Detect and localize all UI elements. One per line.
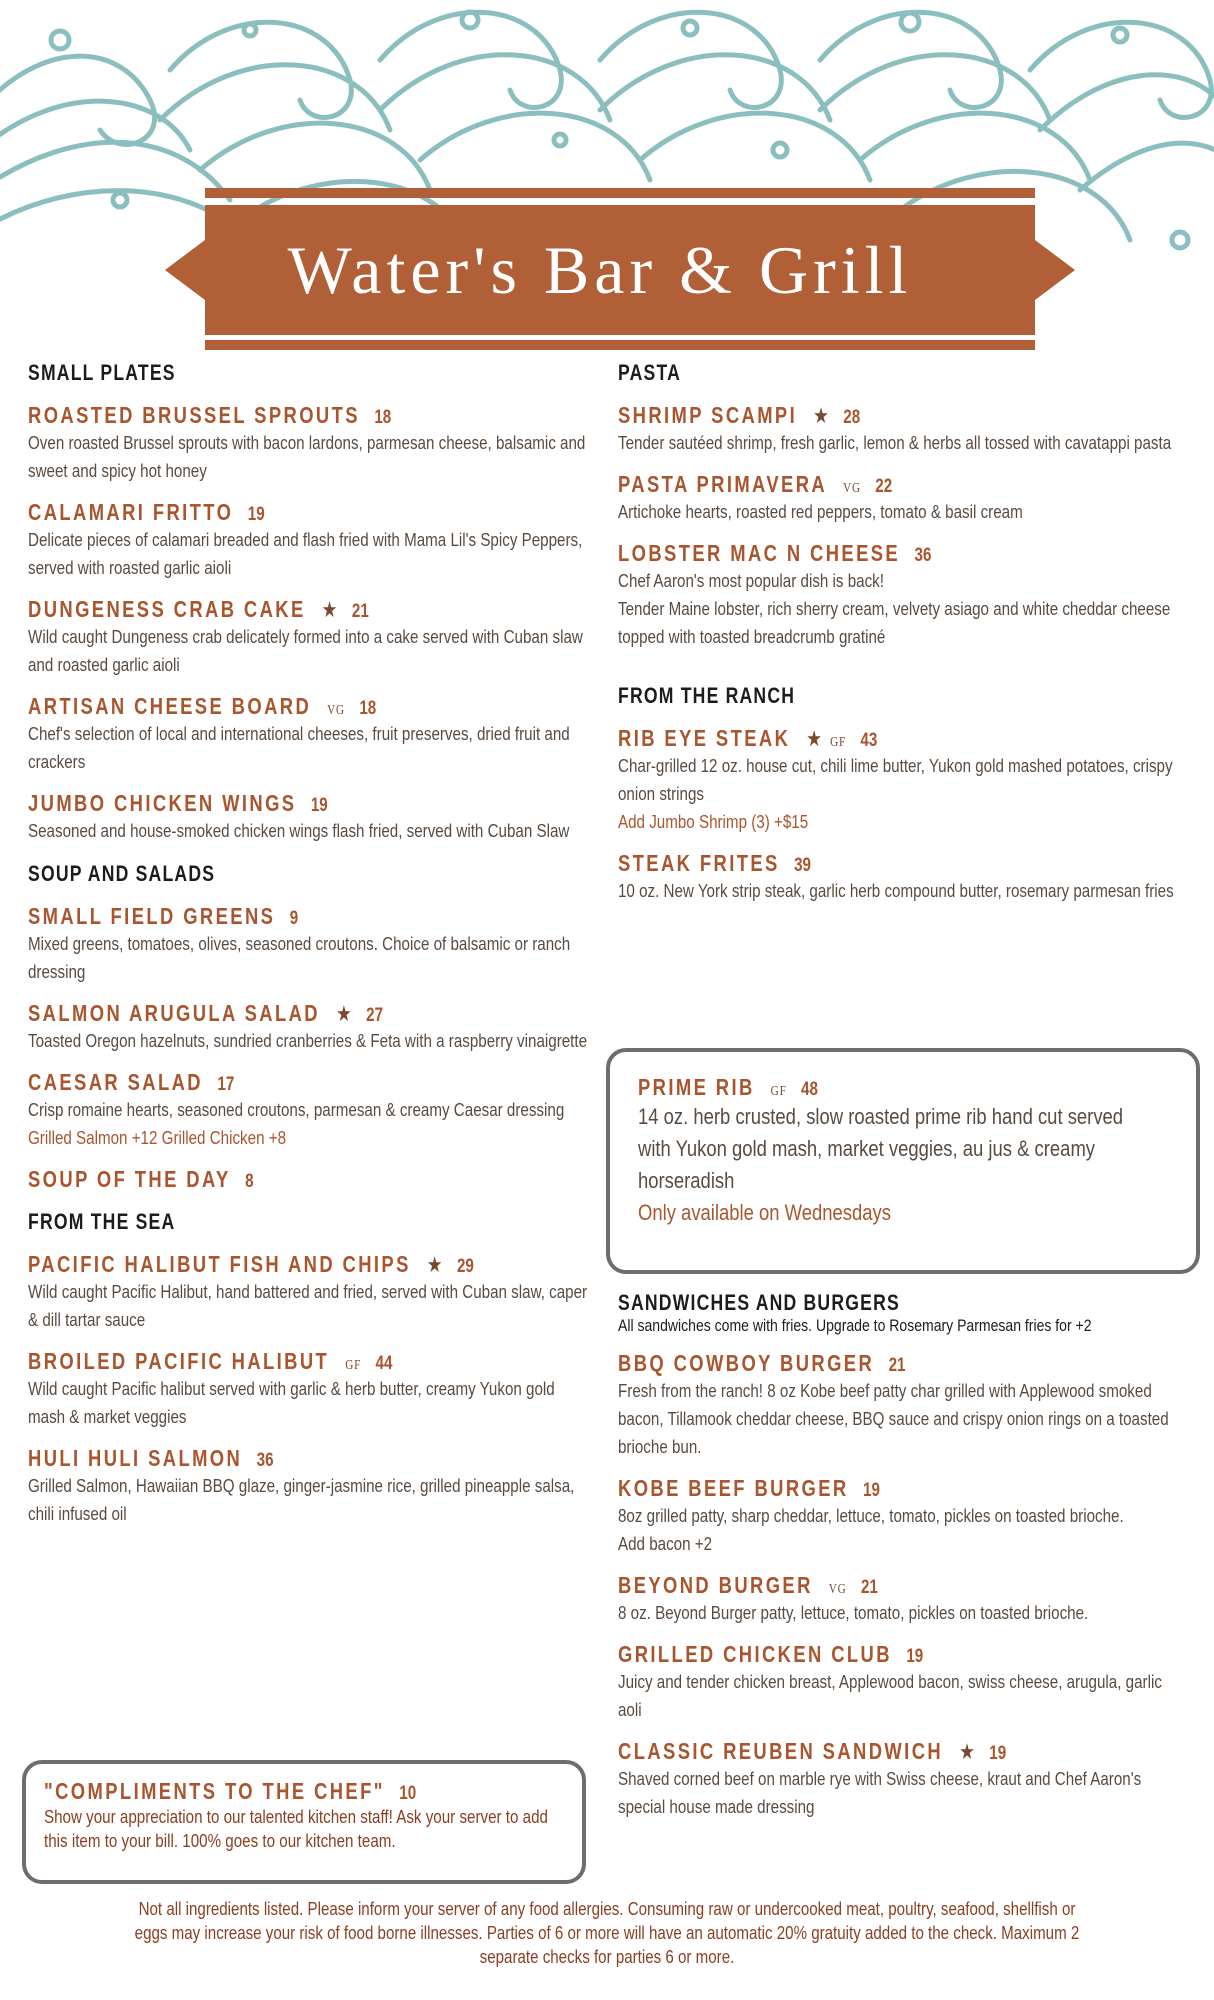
item-addon: Only available on Wednesdays [638, 1200, 891, 1225]
item-description: Add bacon +2 [618, 1533, 713, 1554]
item-price: 19 [906, 1646, 924, 1667]
item-name: BBQ COWBOY BURGER [618, 1350, 875, 1376]
item-name: JUMBO CHICKEN WINGS [28, 790, 297, 816]
menu-item [28, 790, 588, 845]
menu-item [28, 1445, 588, 1528]
diet-tag: GF [830, 735, 847, 750]
item-price: 21 [860, 1577, 878, 1598]
diet-tag: VG [828, 1582, 847, 1597]
menu-item [28, 499, 588, 582]
item-price: 10 [399, 1783, 417, 1804]
item-description: Mixed greens, tomatoes, olives, seasoned croutons. Choice of balsamic or ranch dressing [28, 933, 571, 982]
item-price: 17 [217, 1074, 235, 1095]
item-name: SALMON ARUGULA SALAD [28, 1000, 320, 1026]
prime-rib-box [606, 1048, 1200, 1274]
menu-item [28, 1000, 588, 1055]
allergy-disclaimer [40, 1897, 1174, 1969]
star-icon: ★ [426, 1252, 443, 1277]
star-icon: ★ [806, 726, 823, 751]
item-name: PASTA PRIMAVERA [618, 471, 828, 497]
item-price: 39 [794, 855, 812, 876]
item-description: 10 oz. New York strip steak, garlic herb compound butter, rosemary parmesan fries [618, 880, 1174, 901]
star-icon: ★ [335, 1001, 352, 1026]
section-from-the-ranch: FROM THE RANCH [618, 683, 796, 708]
item-price: 48 [801, 1079, 818, 1100]
section-sandwiches: SANDWICHES AND BURGERS [618, 1290, 900, 1315]
item-name: SHRIMP SCAMPI [618, 402, 798, 428]
item-name: STEAK FRITES [618, 850, 780, 876]
item-price: 43 [860, 730, 878, 751]
restaurant-name: Water's Bar & Grill [287, 232, 913, 308]
item-description: Wild caught Pacific Halibut, hand battered and fried, served with Cuban slaw, caper & dill tartar sauce [28, 1281, 588, 1330]
diet-tag: GF [345, 1358, 362, 1373]
menu-item [618, 1641, 1188, 1724]
item-description: Tender Maine lobster, rich sherry cream, velvety asiago and white cheddar cheese topped with toasted breadcrumb gratiné [618, 598, 1171, 647]
item-description: Tender sautéed shrimp, fresh garlic, lemon & herbs all tossed with cavatappi pasta [618, 432, 1172, 453]
item-description: Char-grilled 12 oz. house cut, chili lime butter, Yukon gold mashed potatoes, crispy onion strings [618, 755, 1173, 804]
item-description: Oven roasted Brussel sprouts with bacon lardons, parmesan cheese, balsamic and sweet and spicy hot honey [28, 432, 586, 481]
item-price: 44 [375, 1353, 393, 1374]
menu-item [618, 1572, 1188, 1627]
menu-item [28, 1166, 588, 1193]
menu-item [28, 1069, 588, 1152]
section-from-the-sea: FROM THE SEA [28, 1209, 176, 1234]
item-price: 18 [374, 407, 392, 428]
item-description: Wild caught Pacific halibut served with garlic & herb butter, creamy Yukon gold mash & market veggies [28, 1378, 555, 1427]
item-name: PRIME RIB [638, 1074, 755, 1100]
item-price: 9 [289, 908, 299, 929]
menu-item [618, 540, 1188, 651]
chef-tip-box [22, 1760, 586, 1884]
menu-item [28, 693, 588, 776]
item-price: 19 [989, 1743, 1007, 1764]
star-icon: ★ [813, 403, 829, 428]
item-price: 21 [351, 601, 369, 622]
menu-item [28, 596, 588, 679]
item-name: PACIFIC HALIBUT FISH AND CHIPS [28, 1251, 411, 1277]
item-price: 19 [863, 1480, 880, 1501]
item-name: KOBE BEEF BURGER [618, 1475, 849, 1501]
item-description: Grilled Salmon, Hawaiian BBQ glaze, ginger-jasmine rice, grilled pineapple salsa, chili infused oil [28, 1475, 575, 1524]
item-name: "COMPLIMENTS TO THE CHEF" [44, 1778, 385, 1804]
item-price: 36 [256, 1450, 274, 1471]
menu-item [618, 1475, 1188, 1558]
item-name: ARTISAN CHEESE BOARD [28, 693, 312, 719]
item-price: 8 [245, 1171, 254, 1192]
item-name: SMALL FIELD GREENS [28, 903, 276, 929]
menu-item [28, 903, 588, 986]
item-price: 19 [247, 504, 265, 525]
item-description: Fresh from the ranch! 8 oz Kobe beef patty char grilled with Applewood smoked bacon, Tillamook cheddar cheese, BBQ sauce and crispy onion rings on a toasted brioche bun. [618, 1380, 1169, 1457]
section-note: All sandwiches come with fries. Upgrade to Rosemary Parmesan fries for +2 [618, 1317, 1092, 1335]
item-description: Artichoke hearts, roasted red peppers, tomato & basil cream [618, 501, 1023, 522]
item-description: 14 oz. herb crusted, slow roasted prime rib hand cut served with Yukon gold mash, market veggies, au jus & creamy horseradish [638, 1104, 1124, 1193]
disclaimer-text: Not all ingredients listed. Please inform your server of any food allergies. Consuming raw or undercooked meat, poultry, seafood, shellfish or eggs may increase your risk of food borne illnesses. Parties of 6 or more will have an automatic 20% gratuity added to the check. Maximum 2 separate checks for parties 6 or more. [134, 1899, 1080, 1967]
item-description: Juicy and tender chicken breast, Applewood bacon, swiss cheese, arugula, garlic aoli [618, 1671, 1162, 1720]
item-description: Delicate pieces of calamari breaded and flash fried with Mama Lil's Spicy Peppers, served with roasted garlic aioli [28, 529, 583, 578]
item-name: CLASSIC REUBEN SANDWICH [618, 1738, 944, 1764]
diet-tag: GF [770, 1084, 787, 1099]
item-price: 21 [888, 1355, 906, 1376]
item-price: 29 [456, 1256, 474, 1277]
item-name: LOBSTER MAC N CHEESE [618, 540, 901, 566]
item-description: Crisp romaine hearts, seasoned croutons, parmesan & creamy Caesar dressing [28, 1099, 565, 1120]
menu-item [618, 1738, 1188, 1821]
section-small-plates: SMALL PLATES [28, 360, 176, 385]
item-name: RIB EYE STEAK [618, 725, 791, 751]
item-name: GRILLED CHICKEN CLUB [618, 1641, 892, 1667]
item-addon: Grilled Salmon +12 Grilled Chicken +8 [28, 1127, 287, 1148]
item-name: HULI HULI SALMON [28, 1445, 243, 1471]
item-name: BEYOND BURGER [618, 1572, 813, 1598]
left-column [28, 358, 588, 1528]
right-column [618, 358, 1188, 905]
item-description: Chef Aaron's most popular dish is back! [618, 570, 884, 591]
item-price: 22 [875, 476, 893, 497]
item-name: CALAMARI FRITTO [28, 499, 234, 525]
item-name: BROILED PACIFIC HALIBUT [28, 1348, 330, 1374]
menu-item [28, 1348, 588, 1431]
section-soup-salads: SOUP AND SALADS [28, 861, 216, 886]
item-description: Chef's selection of local and international cheeses, fruit preserves, dried fruit and crackers [28, 723, 570, 772]
menu-item [618, 402, 1188, 457]
item-description: Show your appreciation to our talented kitchen staff! Ask your server to add this item to your bill. 100% goes to our kitchen team. [44, 1806, 548, 1851]
menu-item [28, 402, 588, 485]
menu-item [28, 1251, 588, 1334]
item-description: Shaved corned beef on marble rye with Swiss cheese, kraut and Chef Aaron's special house made dressing [618, 1768, 1142, 1817]
menu-item [618, 471, 1188, 526]
star-icon: ★ [321, 597, 338, 622]
item-name: ROASTED BRUSSEL SPROUTS [28, 402, 360, 428]
diet-tag: VG [327, 703, 345, 718]
item-name: DUNGENESS CRAB CAKE [28, 596, 306, 622]
star-icon: ★ [959, 1739, 975, 1764]
item-addon: Add Jumbo Shrimp (3) +$15 [618, 811, 809, 832]
item-price: 19 [310, 795, 328, 816]
menu-item [618, 1350, 1188, 1461]
menu-item [618, 725, 1188, 836]
item-price: 18 [359, 698, 377, 719]
item-name: SOUP OF THE DAY [28, 1166, 231, 1192]
item-price: 28 [843, 407, 861, 428]
item-description: Seasoned and house-smoked chicken wings flash fried, served with Cuban Slaw [28, 820, 570, 841]
section-pasta: PASTA [618, 360, 682, 385]
item-name: CAESAR SALAD [28, 1069, 203, 1095]
item-description: Wild caught Dungeness crab delicately formed into a cake served with Cuban slaw and roasted garlic aioli [28, 626, 583, 675]
menu-item [618, 850, 1188, 905]
diet-tag: VG [843, 481, 861, 496]
item-price: 27 [366, 1005, 384, 1026]
item-description: 8 oz. Beyond Burger patty, lettuce, tomato, pickles on toasted brioche. [618, 1602, 1089, 1623]
item-description: Toasted Oregon hazelnuts, sundried cranberries & Feta with a raspberry vinaigrette [28, 1030, 588, 1051]
item-description: 8oz grilled patty, sharp cheddar, lettuce, tomato, pickles on toasted brioche. [618, 1505, 1124, 1526]
sandwiches-section [618, 1290, 1188, 1821]
item-price: 36 [914, 545, 932, 566]
